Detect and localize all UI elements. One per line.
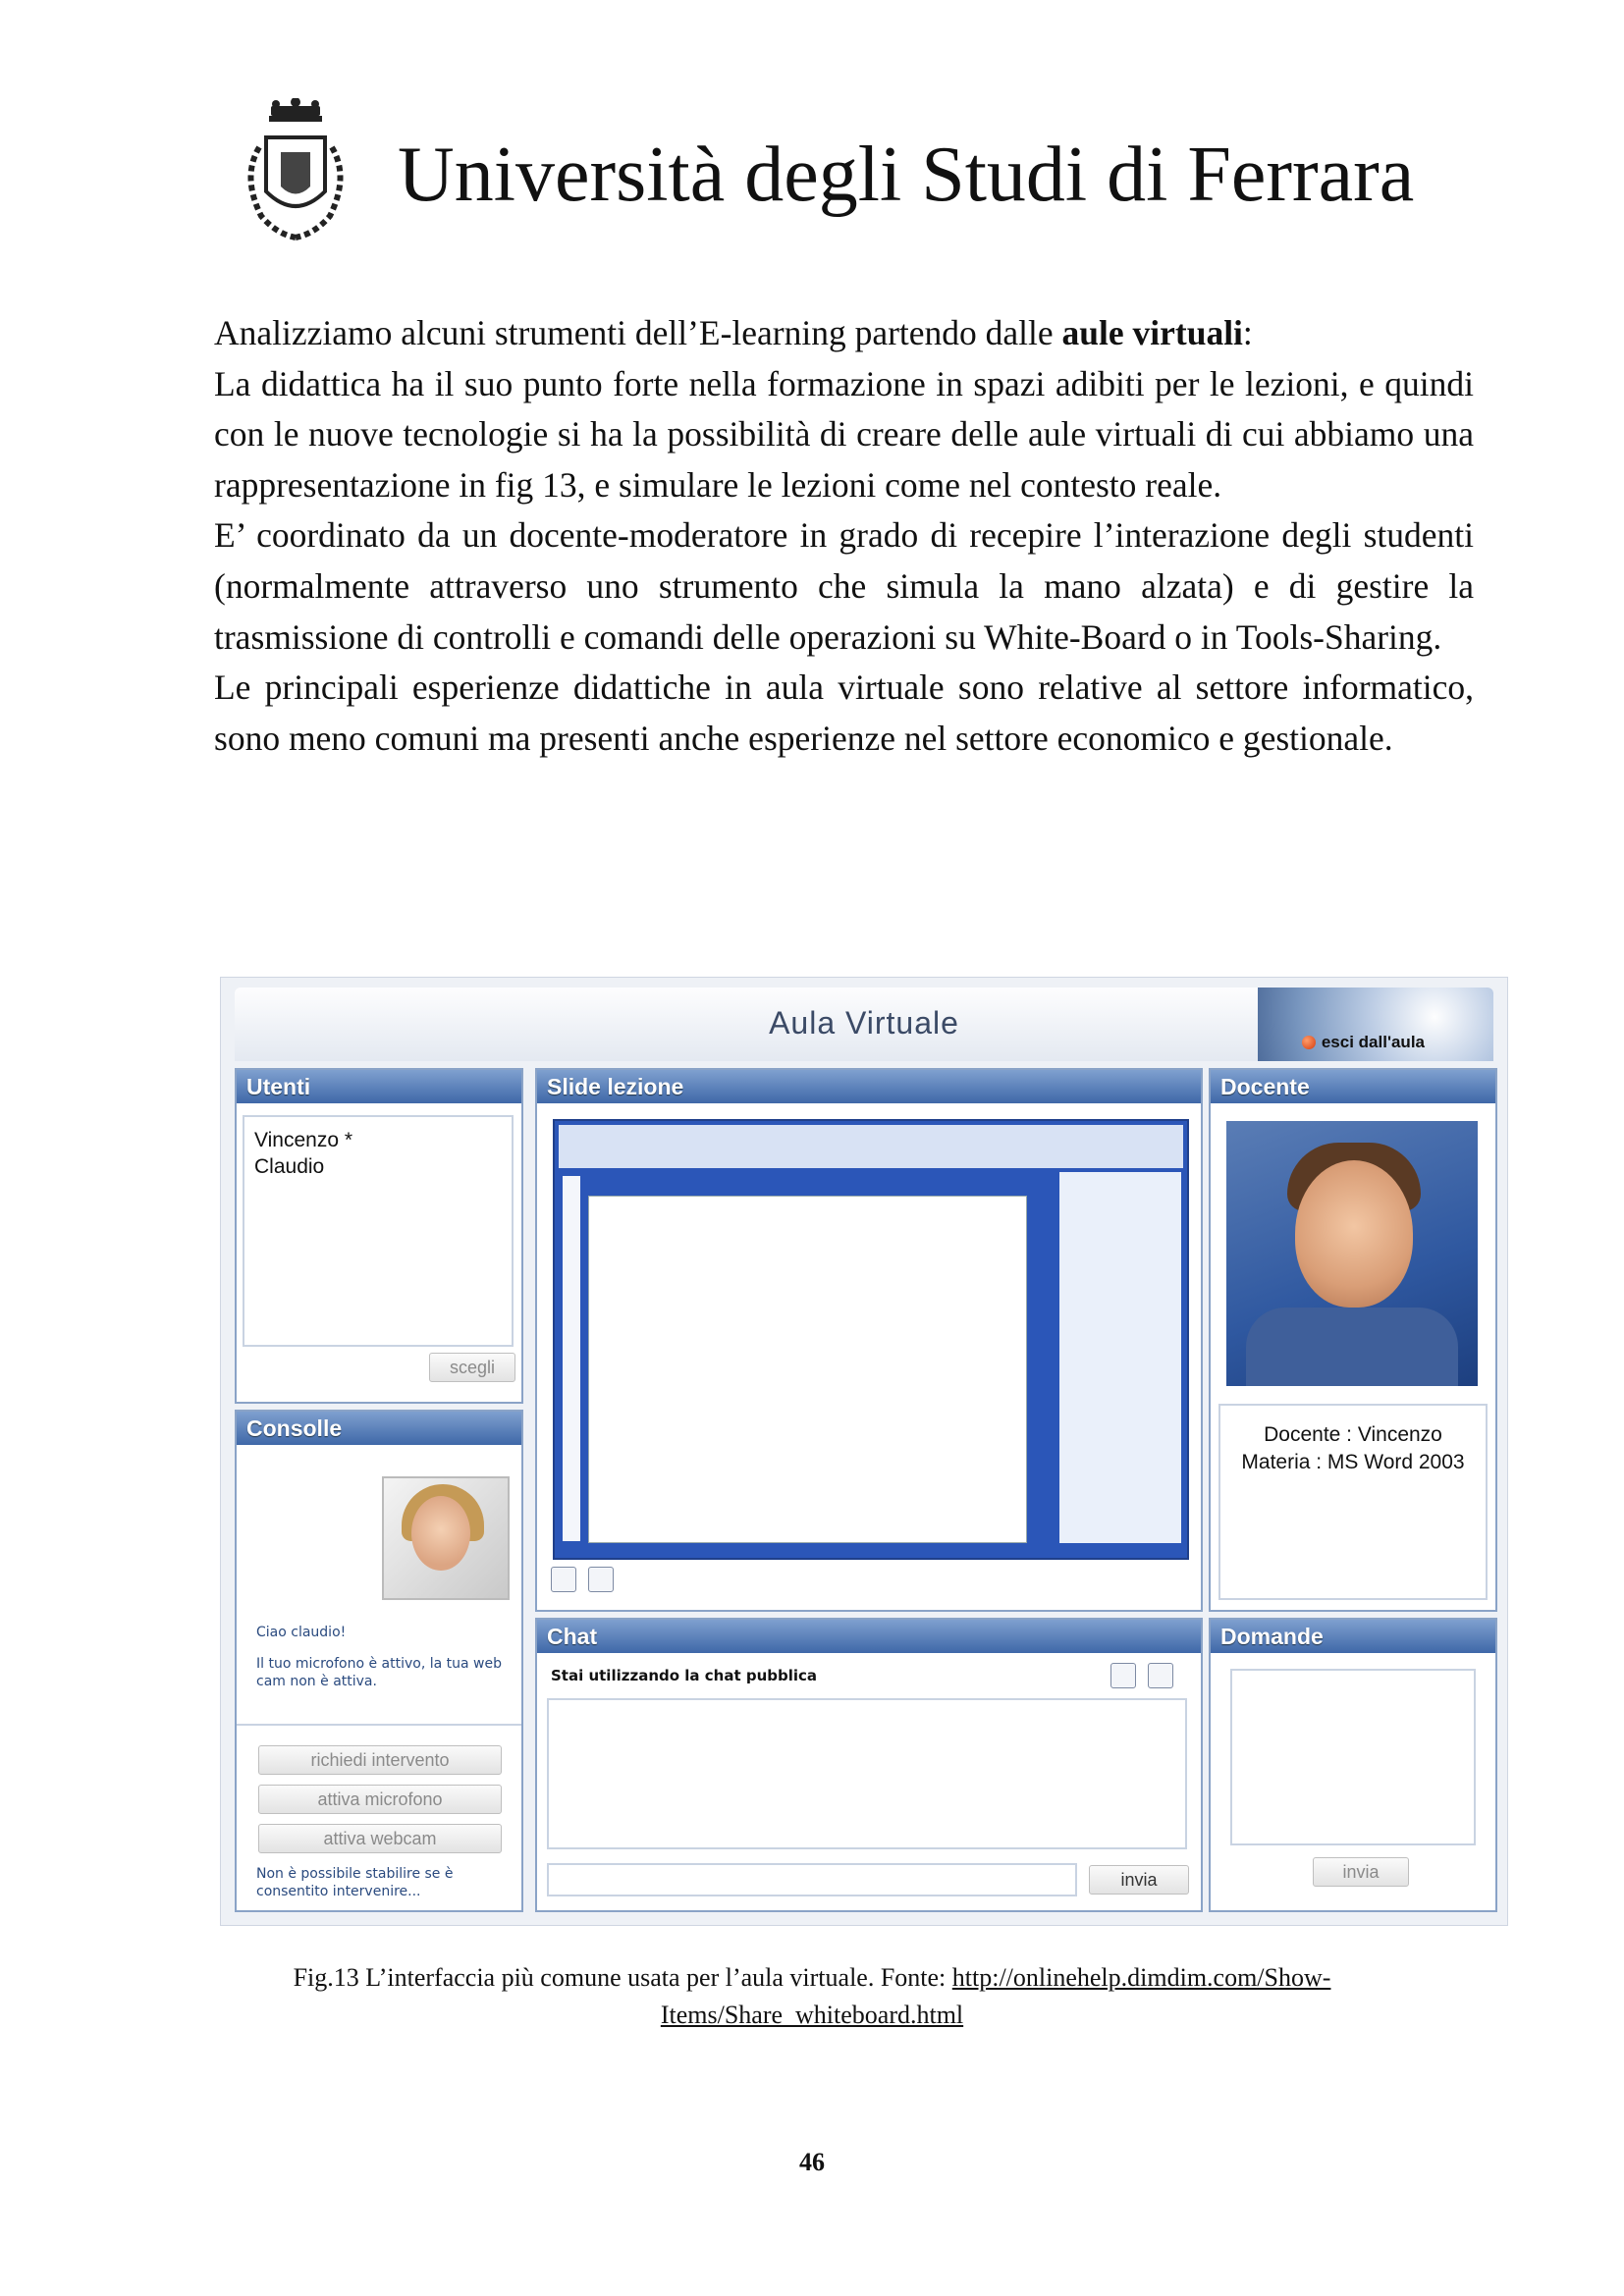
figure-header <box>235 988 1493 1061</box>
users-panel <box>235 1068 523 1404</box>
questions-area[interactable] <box>1230 1669 1476 1845</box>
activate-webcam-button[interactable]: attiva webcam <box>258 1824 502 1853</box>
intro-suffix: : <box>1242 313 1253 352</box>
request-intervention-button[interactable]: richiedi intervento <box>258 1745 502 1775</box>
paragraph-2: E’ coordinato da un docente-moderatore in grado di recepire l’interazione degli studenti (normalmente attraverso uno strumento che simula la mano alzata) e di gestire la trasmissione di controlli e comandi delle operazioni su White-Board o in Tools-Sharing. <box>214 515 1474 657</box>
users-heading: Utenti <box>237 1070 521 1103</box>
paragraph-1: La didattica ha il suo punto forte nella formazione in spazi adibiti per le lezioni, e quindi con le nuove tecnologie si ha la possibilità di creare delle aule virtuali di cui abbiamo una rappresentazione in fig 13, e simulare le lezioni come nel contesto reale. <box>214 363 1474 505</box>
teacher-photo <box>1224 1119 1480 1388</box>
console-greeting: Ciao claudio! <box>256 1625 347 1640</box>
chat-heading: Chat <box>537 1620 1201 1653</box>
exit-icon <box>1302 1036 1316 1049</box>
caption-link[interactable]: http://onlinehelp.dimdim.com/Show- <box>951 1963 1331 1992</box>
console-status: Il tuo microfono è attivo, la tua web cam non è attiva. <box>256 1656 502 1689</box>
activate-microphone-button[interactable]: attiva microfono <box>258 1785 502 1814</box>
slide-screenshot <box>553 1119 1189 1560</box>
questions-send-button[interactable]: invia <box>1313 1857 1409 1887</box>
intro-paragraph <box>214 308 1474 359</box>
intro-text: Analizziamo alcuni strumenti dell’E-learning partendo dalle <box>214 313 1062 352</box>
teacher-subject: Materia : MS Word 2003 <box>1241 1451 1465 1473</box>
chat-info: Stai utilizzando la chat pubblica <box>551 1667 818 1684</box>
slide-panel <box>535 1068 1203 1612</box>
figure-caption <box>157 1959 1467 2034</box>
paragraph-3: Le principali esperienze didattiche in aula virtuale sono relative al settore informatico, sono meno comuni ma presenti anche esperienze nel settore economico e gestionale. <box>214 667 1474 758</box>
teacher-name: Docente : Vincenzo <box>1264 1423 1442 1446</box>
chat-messages-area[interactable] <box>547 1698 1187 1849</box>
chat-send-button[interactable]: invia <box>1089 1865 1189 1895</box>
virtual-classroom-figure <box>220 977 1508 1926</box>
edit-icon[interactable] <box>1148 1663 1173 1688</box>
student-webcam-photo <box>382 1476 510 1600</box>
caption-link-continued[interactable]: Items/Share_whiteboard.html <box>660 2001 964 2029</box>
teacher-heading: Docente <box>1211 1070 1495 1103</box>
slide-heading: Slide lezione <box>537 1070 1201 1103</box>
body-text <box>214 308 1474 764</box>
edit-icon[interactable] <box>588 1567 614 1592</box>
figure-title: Aula Virtuale <box>769 1005 959 1041</box>
chat-panel <box>535 1618 1203 1912</box>
print-icon[interactable] <box>551 1567 576 1592</box>
questions-heading: Domande <box>1211 1620 1495 1653</box>
caption-text: Fig.13 L’interfaccia più comune usata per l’aula virtuale. Fonte: <box>293 1963 952 1992</box>
intro-bold-term: aule virtuali <box>1061 313 1243 352</box>
teacher-info-box <box>1218 1404 1488 1600</box>
page-number: 46 <box>799 2148 825 2176</box>
chat-input[interactable] <box>547 1863 1077 1896</box>
university-title: Università degli Studi di Ferrara <box>398 132 1415 218</box>
choose-button[interactable]: scegli <box>429 1353 515 1382</box>
questions-panel <box>1209 1618 1497 1912</box>
console-heading: Consolle <box>237 1412 521 1445</box>
university-crest-icon <box>232 98 359 245</box>
exit-label: esci dall'aula <box>1321 1033 1425 1051</box>
user-item[interactable]: Claudio <box>254 1155 325 1178</box>
teacher-panel <box>1209 1068 1497 1612</box>
exit-classroom-button[interactable] <box>1302 1033 1425 1052</box>
user-item[interactable]: Vincenzo * <box>254 1129 353 1151</box>
print-icon[interactable] <box>1110 1663 1136 1688</box>
users-list-box[interactable] <box>243 1115 514 1347</box>
console-panel <box>235 1410 523 1912</box>
console-notice: Non è possibile stabilire se è consentito intervenire... <box>256 1866 454 1899</box>
